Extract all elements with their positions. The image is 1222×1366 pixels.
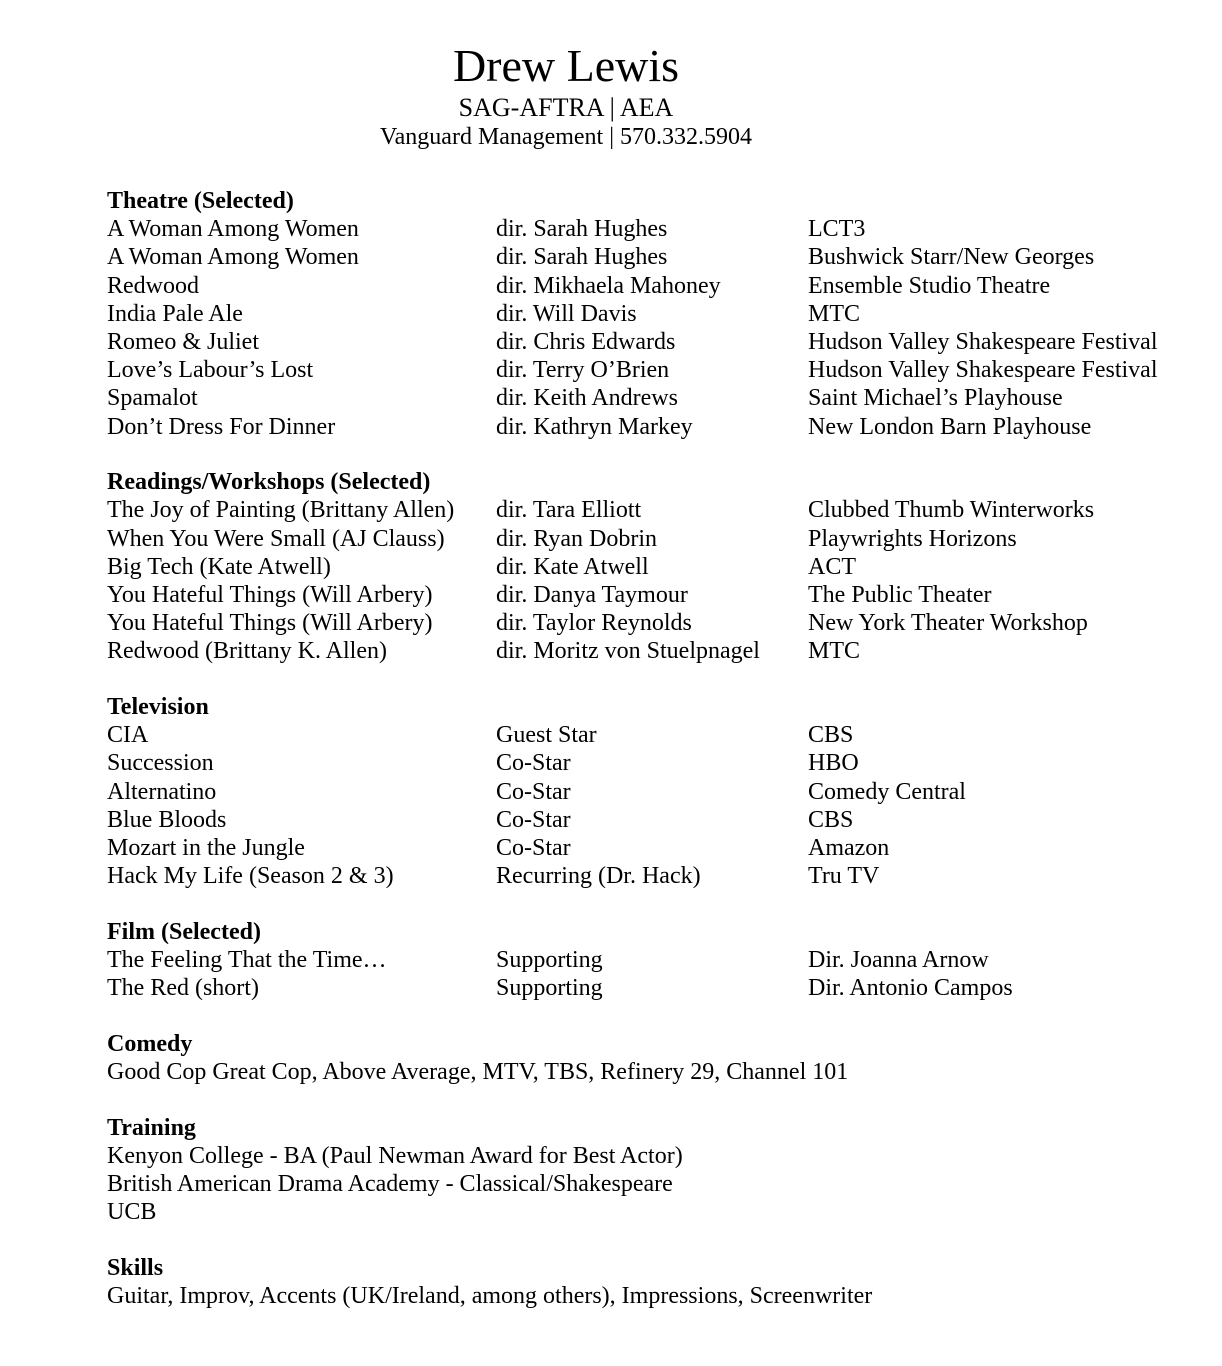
credit-title: Succession (107, 750, 214, 777)
credit-venue: Clubbed Thumb Winterworks (808, 497, 1095, 524)
credit-row (107, 496, 1217, 524)
credit-role: Guest Star (496, 722, 597, 749)
credit-venue: ACT (808, 553, 856, 580)
credit-venue: Hudson Valley Shakespeare Festival (808, 328, 1158, 355)
union-affiliations: SAG-AFTRA | AEA (458, 93, 674, 122)
credit-role: dir. Sarah Hughes (496, 216, 668, 243)
list-line: UCB (107, 1199, 157, 1226)
credit-row (107, 946, 1217, 974)
contact-info: Vanguard Management | 570.332.5904 (379, 124, 753, 150)
credit-venue: Tru TV (808, 863, 880, 890)
comedy-section (107, 1030, 1217, 1086)
credit-venue: CBS (808, 722, 854, 749)
credit-role: Co-Star (496, 750, 571, 777)
film-section (107, 918, 1217, 1003)
credit-title: Mozart in the Jungle (107, 834, 305, 861)
training-section (107, 1114, 1217, 1227)
skills-section (107, 1254, 1217, 1310)
resume-body (107, 187, 1217, 1338)
list-line: Guitar, Improv, Accents (UK/Ireland, among others), Impressions, Screenwriter (107, 1283, 873, 1310)
television-credits (107, 721, 1217, 890)
training-list (107, 1142, 1217, 1227)
credit-row (107, 272, 1217, 300)
credit-row (107, 974, 1217, 1002)
credit-title: Big Tech (Kate Atwell) (107, 553, 331, 580)
credit-title: Spamalot (107, 385, 198, 412)
section-heading-skills: Skills (107, 1255, 164, 1281)
section-heading-training: Training (107, 1114, 196, 1141)
credit-role: Supporting (496, 947, 603, 973)
section-heading-comedy: Comedy (107, 1030, 193, 1057)
credit-venue: Bushwick Starr/New Georges (808, 244, 1095, 271)
credit-title: Romeo & Juliet (107, 328, 259, 355)
credit-role: Recurring (Dr. Hack) (496, 863, 701, 890)
credit-row (107, 413, 1217, 441)
section-heading-readings: Readings/Workshops (Selected) (107, 469, 431, 496)
credit-row (107, 215, 1217, 243)
credit-title: Blue Bloods (107, 806, 227, 833)
credit-venue: Dir. Joanna Arnow (808, 947, 989, 973)
credit-role: dir. Taylor Reynolds (496, 610, 692, 637)
credit-row (107, 300, 1217, 328)
list-line: Kenyon College - BA (Paul Newman Award for Best Actor) (107, 1142, 683, 1169)
credit-role: dir. Ryan Dobrin (496, 525, 658, 552)
credit-row (107, 384, 1217, 412)
credit-role: dir. Kate Atwell (496, 553, 649, 580)
credit-venue: Saint Michael’s Playhouse (808, 385, 1063, 412)
credit-venue: Hudson Valley Shakespeare Festival (808, 357, 1158, 384)
section-heading-theatre: Theatre (Selected) (107, 188, 294, 214)
list-line: British American Drama Academy - Classical/Shakespeare (107, 1171, 673, 1198)
readings-credits (107, 496, 1217, 665)
credit-venue: The Public Theater (808, 581, 992, 608)
credit-title: The Feeling That the Time… (107, 947, 387, 973)
readings-section (107, 468, 1217, 665)
credit-role: dir. Mikhaela Mahoney (496, 272, 721, 299)
credit-title: Redwood (Brittany K. Allen) (107, 638, 387, 665)
credit-title: Redwood (107, 272, 199, 299)
theatre-section (107, 187, 1217, 441)
credit-venue: MTC (808, 638, 861, 665)
credit-role: Co-Star (496, 834, 571, 861)
theatre-credits (107, 215, 1217, 441)
television-section (107, 693, 1217, 890)
credit-title: Love’s Labour’s Lost (107, 357, 314, 384)
credit-title: When You Were Small (AJ Clauss) (107, 525, 445, 552)
credit-title: Hack My Life (Season 2 & 3) (107, 863, 394, 890)
credit-venue: Playwrights Horizons (808, 525, 1017, 552)
credit-role: dir. Keith Andrews (496, 385, 678, 412)
credit-venue: New York Theater Workshop (808, 610, 1088, 637)
credit-row (107, 637, 1217, 665)
credit-venue: MTC (808, 300, 861, 327)
credit-role: dir. Kathryn Markey (496, 413, 693, 440)
credit-row (107, 581, 1217, 609)
credit-title: You Hateful Things (Will Arbery) (107, 581, 433, 608)
credit-venue: Ensemble Studio Theatre (808, 272, 1051, 299)
credit-role: Supporting (496, 975, 603, 1002)
credit-title: You Hateful Things (Will Arbery) (107, 610, 433, 637)
credit-row (107, 834, 1217, 862)
credit-row (107, 553, 1217, 581)
credit-row (107, 778, 1217, 806)
section-heading-film: Film (Selected) (107, 918, 261, 945)
credit-venue: LCT3 (808, 216, 866, 243)
credit-role: dir. Moritz von Stuelpnagel (496, 638, 760, 665)
credit-venue: CBS (808, 806, 854, 833)
credit-title: Alternatino (107, 778, 217, 805)
credit-title: India Pale Ale (107, 300, 243, 327)
credit-role: dir. Tara Elliott (496, 497, 642, 524)
credit-row (107, 328, 1217, 356)
credit-title: CIA (107, 722, 149, 749)
credit-row (107, 609, 1217, 637)
credit-title: A Woman Among Women (107, 216, 359, 243)
credit-row (107, 806, 1217, 834)
credit-role: Co-Star (496, 806, 571, 833)
list-line: Good Cop Great Cop, Above Average, MTV, TBS, Refinery 29, Channel 101 (107, 1059, 849, 1086)
skills-list (107, 1282, 1217, 1310)
actor-name: Drew Lewis (452, 40, 680, 91)
credit-venue: New London Barn Playhouse (808, 413, 1092, 440)
credit-row (107, 525, 1217, 553)
credit-row (107, 721, 1217, 749)
credit-title: A Woman Among Women (107, 244, 359, 271)
credit-venue: HBO (808, 750, 859, 777)
credit-venue: Amazon (808, 834, 890, 861)
credit-role: dir. Chris Edwards (496, 328, 676, 355)
credit-role: dir. Sarah Hughes (496, 244, 668, 271)
credit-row (107, 356, 1217, 384)
credit-role: Co-Star (496, 778, 571, 805)
credit-row (107, 862, 1217, 890)
credit-venue: Dir. Antonio Campos (808, 975, 1013, 1002)
credit-row (107, 749, 1217, 777)
credit-row (107, 243, 1217, 271)
section-heading-television: Television (107, 694, 209, 720)
credit-role: dir. Danya Taymour (496, 581, 688, 608)
film-credits (107, 946, 1217, 1002)
comedy-list (107, 1058, 1217, 1086)
credit-title: Don’t Dress For Dinner (107, 413, 336, 440)
credit-title: The Joy of Painting (Brittany Allen) (107, 497, 455, 524)
credit-role: dir. Will Davis (496, 300, 637, 327)
credit-venue: Comedy Central (808, 778, 966, 805)
credit-title: The Red (short) (107, 975, 259, 1002)
credit-role: dir. Terry O’Brien (496, 357, 670, 384)
